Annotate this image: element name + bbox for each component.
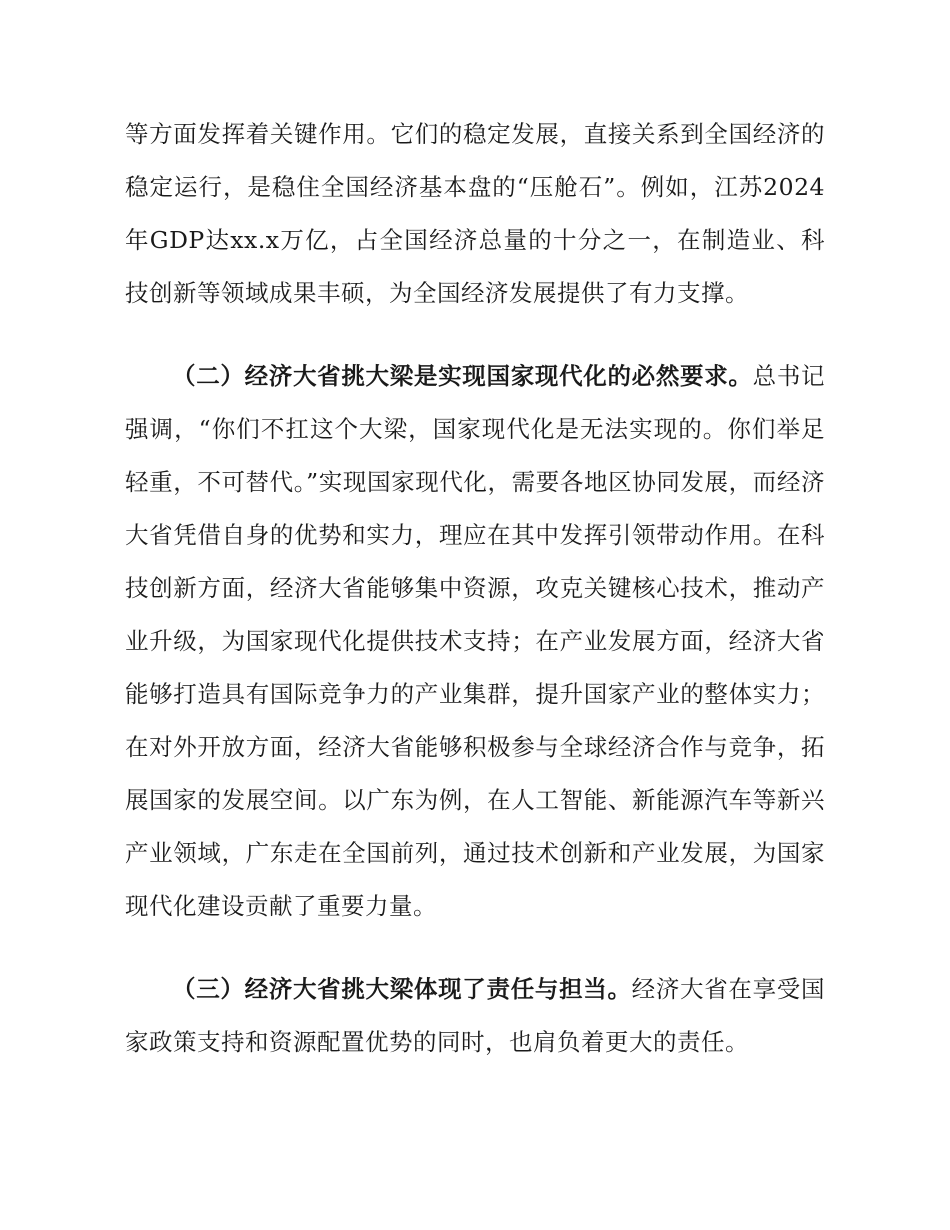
paragraph-text-run: 经济大省在享受国家政策支持和资源配置优势的同时，也肩负着更大的责任。 <box>125 975 826 1056</box>
paragraph-heading-run: （三）经济大省挑大梁体现了责任与担当。 <box>172 975 632 1003</box>
paragraph <box>125 350 825 933</box>
paragraph <box>125 963 825 1069</box>
paragraph <box>125 108 825 320</box>
paragraph-heading-run: （二）经济大省挑大梁是实现国家现代化的必然要求。 <box>172 362 753 390</box>
paragraph-text-run: 等方面发挥着关键作用。它们的稳定发展，直接关系到全国经济的稳定运行，是稳住全国经济基本盘的“压舱石”。例如，江苏2024年GDP达xx.x万亿，占全国经济总量的十分之一，在制造业、科技创新等领域成果丰硕，为全国经济发展提供了有力支撑。 <box>125 120 825 307</box>
paragraph-text-run: 总书记强调，“你们不扛这个大梁，国家现代化是无法实现的。你们举足轻重，不可替代。”实现国家现代化，需要各地区协同发展，而经济大省凭借自身的优势和实力，理应在其中发挥引领带动作用。在科技创新方面，经济大省能够集中资源，攻克关键核心技术，推动产业升级，为国家现代化提供技术支持；在产业发展方面，经济大省能够打造具有国际竞争力的产业集群，提升国家产业的整体实力；在对外开放方面，经济大省能够积极参与全球经济合作与竞争，拓展国家的发展空间。以广东为例，在人工智能、新能源汽车等新兴产业领域，广东走在全国前列，通过技术创新和产业发展，为国家现代化建设贡献了重要力量。 <box>125 362 826 920</box>
document-body <box>125 108 825 1069</box>
